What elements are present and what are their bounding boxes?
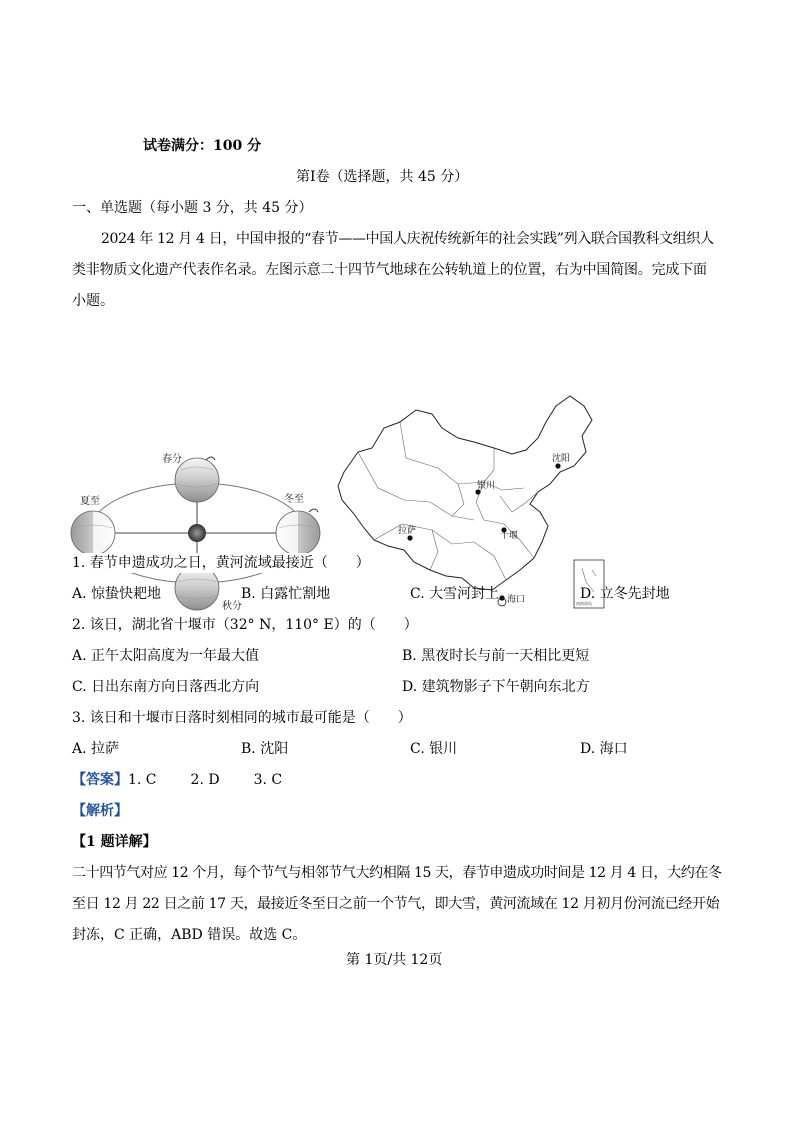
question-3-option-a: A. 拉萨 xyxy=(72,741,120,757)
answer-3: 3. C xyxy=(253,772,283,788)
question-1-stem: 1. 春节申遗成功之日，黄河流域最接近（ ） xyxy=(72,553,374,573)
question-2-option-b: B. 黑夜时长与前一天相比更短 xyxy=(402,648,590,664)
section-title: 一、单选题（每小题 3 分，共 45 分） xyxy=(72,200,313,216)
analysis-line-3: 封冻，C 正确，ABD 错误。故选 C。 xyxy=(72,927,307,943)
question-3-option-d: D. 海口 xyxy=(580,741,628,757)
china-outline xyxy=(338,396,592,590)
analysis-label: 【解析】 xyxy=(72,803,128,819)
page-number: 第 1页/共 12页 xyxy=(346,952,443,968)
inset-label: 南海诸岛 xyxy=(576,601,592,606)
label-winter-solstice: 冬至 xyxy=(284,494,304,505)
sun-icon xyxy=(188,524,206,542)
label-autumn-equinox: 秋分 xyxy=(222,601,242,612)
earth-summer-solstice-icon xyxy=(71,511,115,555)
full-score: 试卷满分：100 分 xyxy=(143,138,262,154)
answer-row xyxy=(72,770,282,790)
label-summer-solstice: 夏至 xyxy=(80,496,100,507)
city-label-yinchuan: 银川 xyxy=(477,481,496,491)
analysis-line-2: 至日 12 月 22 日之前 17 天，最接近冬至日之前一个节气，即大雪，黄河流域在 12 月初月份河流已经开始 xyxy=(72,896,720,912)
intro-line-3: 小题。 xyxy=(72,293,114,309)
intro-line-1: 2024 年 12 月 4 日，中国申报的“春节——中国人庆祝传统新年的社会实践”列入联合国教科文组织人 xyxy=(101,231,714,247)
answer-1: 1. C xyxy=(128,772,157,788)
question-2-option-c: C. 日出东南方向日落西北方向 xyxy=(72,679,260,695)
label-spring-equinox: 春分 xyxy=(162,454,182,465)
analysis-sub-label: 【1 题详解】 xyxy=(72,834,157,850)
city-label-shiyan: 十堰 xyxy=(500,531,519,541)
question-3-stem: 3. 该日和十堰市日落时刻相同的城市最可能是（ ） xyxy=(72,710,412,726)
question-1-option-a: A. 惊蛰快耙地 xyxy=(72,586,162,602)
question-3-option-c: C. 银川 xyxy=(410,741,458,757)
question-2-option-d: D. 建筑物影子下午朝向东北方 xyxy=(402,679,590,695)
question-2-stem: 2. 该日，湖北省十堰市（32° N，110° E）的（ ） xyxy=(72,617,418,633)
china-map-figure xyxy=(334,392,612,614)
city-marker-haikou xyxy=(499,595,504,600)
city-label-shenyang: 沈阳 xyxy=(552,454,571,464)
question-2-option-a: A. 正午太阳高度为一年最大值 xyxy=(72,648,260,664)
volume-title: 第Ⅰ卷（选择题，共 45 分） xyxy=(296,169,469,185)
intro-line-2: 类非物质文化遗产代表作名录。左图示意二十四节气地球在公转轨道上的位置，右为中国简图。完成下面 xyxy=(72,262,707,278)
city-marker-lasa xyxy=(407,535,412,540)
answer-2: 2. D xyxy=(190,772,220,788)
city-marker-shenyang xyxy=(555,463,560,468)
question-1-option-d: D. 立冬先封地 xyxy=(580,586,670,602)
answer-label: 【答案】 xyxy=(72,772,128,788)
analysis-line-1: 二十四节气对应 12 个月，每个节气与相邻节气大约相隔 15 天，春节申遗成功时间是 12 月 4 日，大约在冬 xyxy=(72,865,722,881)
question-1-option-b: B. 白露忙割地 xyxy=(241,586,331,602)
earth-winter-solstice-icon xyxy=(276,511,320,555)
question-3-option-b: B. 沈阳 xyxy=(241,741,289,757)
city-label-lasa: 拉萨 xyxy=(398,526,417,536)
city-label-haikou: 海口 xyxy=(507,595,526,605)
question-1-option-c: C. 大雪河封上 xyxy=(410,586,500,602)
